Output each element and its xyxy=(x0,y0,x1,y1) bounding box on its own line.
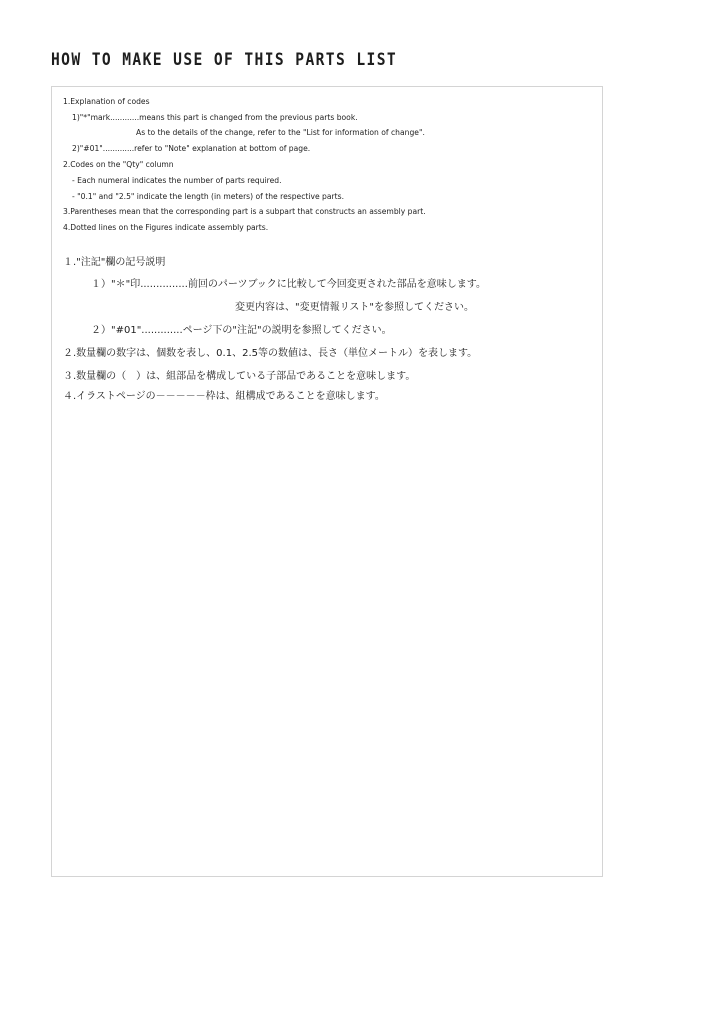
en-qty-heading: 2.Codes on the "Qty" column xyxy=(63,160,174,169)
explanation-panel xyxy=(51,86,603,877)
en-dotted-lines: 4.Dotted lines on the Figures indicate assembly parts. xyxy=(63,223,269,232)
page-title: HOW TO MAKE USE OF THIS PARTS LIST xyxy=(51,50,398,70)
en-asterisk-mark: 1)"*"mark............means this part is changed from the previous parts book. xyxy=(72,113,358,122)
jp-change-details: 変更内容は、"変更情報リスト"を参照してください。 xyxy=(235,302,474,313)
jp-qty-column: ２.数量欄の数字は、個数を表し、0.1、2.5等の数値は、長さ（単位メートル）を表します。 xyxy=(63,348,478,359)
jp-note-code: ２）"#01".............ページ下の"注記"の説明を参照してください。 xyxy=(91,325,392,336)
en-codes-heading: 1.Explanation of codes xyxy=(63,97,150,106)
jp-dotted-lines: ４.イラストページの－－－－－枠は、組構成であることを意味します。 xyxy=(63,391,385,402)
en-note-code: 2)"#01".............refer to "Note" explanation at bottom of page. xyxy=(72,144,311,153)
en-qty-numeral: - Each numeral indicates the number of parts required. xyxy=(72,176,282,185)
en-parentheses: 3.Parentheses mean that the corresponding part is a subpart that constructs an assembly part. xyxy=(63,207,426,216)
jp-asterisk-mark: １）"＊"印...............前回のパーツブックに比較して今回変更された部品を意味します。 xyxy=(91,279,486,290)
jp-codes-heading: １."注記"欄の記号説明 xyxy=(63,257,166,268)
en-qty-length: - "0.1" and "2.5" indicate the length (in meters) of the respective parts. xyxy=(72,192,344,201)
en-change-details: As to the details of the change, refer to the "List for information of change". xyxy=(136,128,425,137)
jp-parentheses: ３.数量欄の（ ）は、組部品を構成している子部品であることを意味します。 xyxy=(63,371,416,382)
